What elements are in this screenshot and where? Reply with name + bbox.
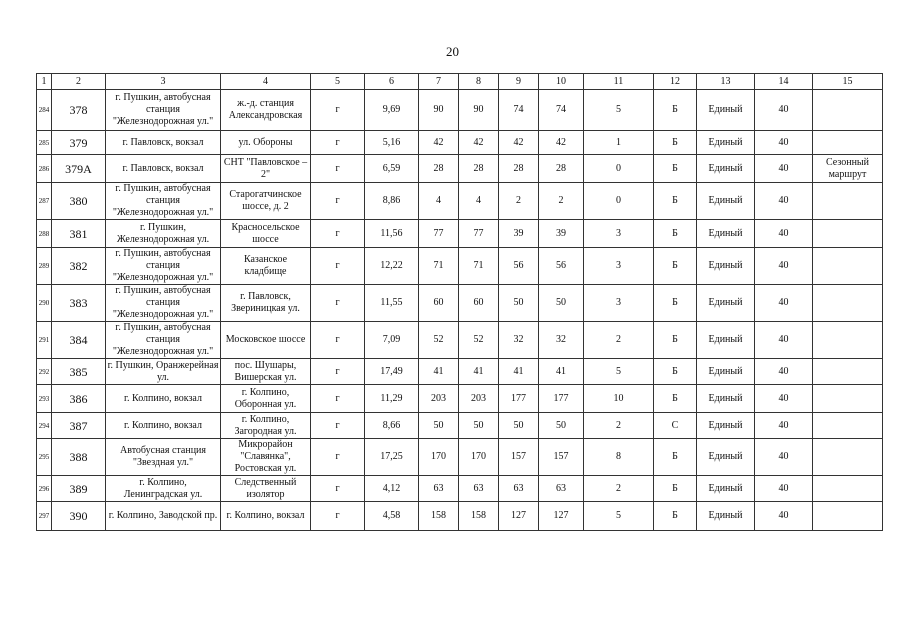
cell-col9: 39 <box>499 220 539 248</box>
route-length: 6,59 <box>365 155 419 183</box>
cell-col7: 71 <box>419 248 459 285</box>
cell-col9: 177 <box>499 385 539 413</box>
note <box>813 183 883 220</box>
vehicle-class: Б <box>654 322 697 359</box>
table-row <box>37 155 883 183</box>
vehicle-class: Б <box>654 285 697 322</box>
tariff: Единый <box>697 413 755 439</box>
route-length: 5,16 <box>365 131 419 155</box>
route-type: г <box>311 439 365 476</box>
cell-col10: 50 <box>539 413 584 439</box>
note <box>813 359 883 385</box>
route-length: 11,55 <box>365 285 419 322</box>
route-start: г. Колпино, Ленинградская ул. <box>106 476 221 502</box>
route-type: г <box>311 322 365 359</box>
column-header: 12 <box>654 74 697 90</box>
table-row <box>37 90 883 131</box>
column-header: 14 <box>755 74 813 90</box>
cell-col8: 77 <box>459 220 499 248</box>
cell-col14: 40 <box>755 413 813 439</box>
row-index: 287 <box>37 183 52 220</box>
route-length: 9,69 <box>365 90 419 131</box>
routes-table <box>36 73 883 531</box>
route-end: Красносельское шоссе <box>221 220 311 248</box>
cell-col9: 74 <box>499 90 539 131</box>
route-end: г. Павловск, Звериницкая ул. <box>221 285 311 322</box>
note <box>813 322 883 359</box>
tariff: Единый <box>697 359 755 385</box>
route-type: г <box>311 385 365 413</box>
row-index: 297 <box>37 502 52 531</box>
route-start: г. Павловск, вокзал <box>106 131 221 155</box>
note <box>813 248 883 285</box>
header-row <box>37 74 883 90</box>
note <box>813 385 883 413</box>
cell-col14: 40 <box>755 439 813 476</box>
column-header: 11 <box>584 74 654 90</box>
cell-col8: 52 <box>459 322 499 359</box>
column-header: 9 <box>499 74 539 90</box>
route-type: г <box>311 131 365 155</box>
route-type: г <box>311 285 365 322</box>
route-length: 17,25 <box>365 439 419 476</box>
cell-col8: 41 <box>459 359 499 385</box>
row-index: 293 <box>37 385 52 413</box>
route-type: г <box>311 476 365 502</box>
row-index: 286 <box>37 155 52 183</box>
route-end: пос. Шушары, Вишерская ул. <box>221 359 311 385</box>
route-number: 387 <box>52 413 106 439</box>
cell-col11: 0 <box>584 155 654 183</box>
route-length: 7,09 <box>365 322 419 359</box>
route-end: Московское шоссе <box>221 322 311 359</box>
route-number: 383 <box>52 285 106 322</box>
cell-col7: 28 <box>419 155 459 183</box>
route-end: ул. Обороны <box>221 131 311 155</box>
route-number: 381 <box>52 220 106 248</box>
column-header: 1 <box>37 74 52 90</box>
route-start: г. Пушкин, автобусная станция "Железнодорожная ул." <box>106 90 221 131</box>
cell-col10: 41 <box>539 359 584 385</box>
note <box>813 90 883 131</box>
cell-col14: 40 <box>755 183 813 220</box>
cell-col11: 10 <box>584 385 654 413</box>
route-start: г. Павловск, вокзал <box>106 155 221 183</box>
cell-col10: 63 <box>539 476 584 502</box>
cell-col14: 40 <box>755 359 813 385</box>
column-header: 3 <box>106 74 221 90</box>
column-header: 7 <box>419 74 459 90</box>
vehicle-class: С <box>654 413 697 439</box>
cell-col9: 28 <box>499 155 539 183</box>
cell-col14: 40 <box>755 385 813 413</box>
cell-col7: 60 <box>419 285 459 322</box>
route-number: 382 <box>52 248 106 285</box>
tariff: Единый <box>697 439 755 476</box>
cell-col7: 50 <box>419 413 459 439</box>
route-number: 378 <box>52 90 106 131</box>
cell-col10: 42 <box>539 131 584 155</box>
cell-col7: 158 <box>419 502 459 531</box>
route-length: 17,49 <box>365 359 419 385</box>
column-header: 4 <box>221 74 311 90</box>
vehicle-class: Б <box>654 502 697 531</box>
cell-col11: 3 <box>584 248 654 285</box>
cell-col9: 32 <box>499 322 539 359</box>
route-start: г. Пушкин, Железнодорожная ул. <box>106 220 221 248</box>
cell-col11: 5 <box>584 359 654 385</box>
route-start: г. Колпино, вокзал <box>106 385 221 413</box>
route-type: г <box>311 502 365 531</box>
row-index: 288 <box>37 220 52 248</box>
cell-col10: 2 <box>539 183 584 220</box>
table-row <box>37 413 883 439</box>
cell-col10: 157 <box>539 439 584 476</box>
route-length: 8,66 <box>365 413 419 439</box>
note <box>813 220 883 248</box>
vehicle-class: Б <box>654 90 697 131</box>
cell-col10: 177 <box>539 385 584 413</box>
cell-col7: 41 <box>419 359 459 385</box>
cell-col10: 28 <box>539 155 584 183</box>
row-index: 296 <box>37 476 52 502</box>
cell-col8: 71 <box>459 248 499 285</box>
route-length: 8,86 <box>365 183 419 220</box>
row-index: 292 <box>37 359 52 385</box>
vehicle-class: Б <box>654 220 697 248</box>
table-row <box>37 248 883 285</box>
tariff: Единый <box>697 385 755 413</box>
table-row <box>37 502 883 531</box>
cell-col8: 28 <box>459 155 499 183</box>
row-index: 291 <box>37 322 52 359</box>
table-row <box>37 183 883 220</box>
cell-col9: 127 <box>499 502 539 531</box>
tariff: Единый <box>697 90 755 131</box>
cell-col11: 2 <box>584 413 654 439</box>
cell-col11: 3 <box>584 285 654 322</box>
cell-col9: 50 <box>499 413 539 439</box>
vehicle-class: Б <box>654 476 697 502</box>
route-start: г. Пушкин, автобусная станция "Железнодорожная ул." <box>106 248 221 285</box>
cell-col11: 3 <box>584 220 654 248</box>
cell-col14: 40 <box>755 220 813 248</box>
cell-col9: 41 <box>499 359 539 385</box>
cell-col7: 42 <box>419 131 459 155</box>
cell-col10: 127 <box>539 502 584 531</box>
route-length: 11,56 <box>365 220 419 248</box>
cell-col7: 4 <box>419 183 459 220</box>
column-header: 8 <box>459 74 499 90</box>
cell-col9: 42 <box>499 131 539 155</box>
tariff: Единый <box>697 155 755 183</box>
route-number: 379А <box>52 155 106 183</box>
table-row <box>37 476 883 502</box>
tariff: Единый <box>697 183 755 220</box>
tariff: Единый <box>697 502 755 531</box>
vehicle-class: Б <box>654 155 697 183</box>
cell-col14: 40 <box>755 322 813 359</box>
table-row <box>37 131 883 155</box>
cell-col8: 158 <box>459 502 499 531</box>
row-index: 295 <box>37 439 52 476</box>
cell-col8: 42 <box>459 131 499 155</box>
route-number: 389 <box>52 476 106 502</box>
route-type: г <box>311 183 365 220</box>
route-end: Старогатчинское шоссе, д. 2 <box>221 183 311 220</box>
cell-col8: 63 <box>459 476 499 502</box>
cell-col8: 4 <box>459 183 499 220</box>
cell-col7: 77 <box>419 220 459 248</box>
cell-col10: 74 <box>539 90 584 131</box>
cell-col11: 0 <box>584 183 654 220</box>
table-row <box>37 439 883 476</box>
note <box>813 413 883 439</box>
route-end: Казанское кладбище <box>221 248 311 285</box>
route-number: 385 <box>52 359 106 385</box>
cell-col10: 32 <box>539 322 584 359</box>
column-header: 10 <box>539 74 584 90</box>
route-type: г <box>311 155 365 183</box>
cell-col9: 56 <box>499 248 539 285</box>
cell-col9: 157 <box>499 439 539 476</box>
column-header: 13 <box>697 74 755 90</box>
vehicle-class: Б <box>654 248 697 285</box>
column-header: 2 <box>52 74 106 90</box>
row-index: 284 <box>37 90 52 131</box>
table-row <box>37 322 883 359</box>
row-index: 289 <box>37 248 52 285</box>
route-number: 390 <box>52 502 106 531</box>
cell-col7: 203 <box>419 385 459 413</box>
cell-col8: 90 <box>459 90 499 131</box>
cell-col9: 63 <box>499 476 539 502</box>
cell-col10: 39 <box>539 220 584 248</box>
route-end: Следственный изолятор <box>221 476 311 502</box>
row-index: 290 <box>37 285 52 322</box>
route-type: г <box>311 220 365 248</box>
route-end: г. Колпино, Оборонная ул. <box>221 385 311 413</box>
route-start: г. Колпино, вокзал <box>106 413 221 439</box>
vehicle-class: Б <box>654 439 697 476</box>
table-row <box>37 220 883 248</box>
cell-col14: 40 <box>755 90 813 131</box>
vehicle-class: Б <box>654 183 697 220</box>
route-end: Микрорайон "Славянка", Ростовская ул. <box>221 439 311 476</box>
tariff: Единый <box>697 248 755 285</box>
cell-col11: 5 <box>584 90 654 131</box>
route-number: 384 <box>52 322 106 359</box>
route-start: г. Колпино, Заводской пр. <box>106 502 221 531</box>
table-body <box>37 90 883 531</box>
route-end: СНТ "Павловское – 2" <box>221 155 311 183</box>
column-header: 5 <box>311 74 365 90</box>
route-end: ж.-д. станция Александровская <box>221 90 311 131</box>
vehicle-class: Б <box>654 131 697 155</box>
tariff: Единый <box>697 476 755 502</box>
vehicle-class: Б <box>654 385 697 413</box>
route-start: г. Пушкин, автобусная станция "Железнодорожная ул." <box>106 183 221 220</box>
route-length: 4,58 <box>365 502 419 531</box>
row-index: 294 <box>37 413 52 439</box>
cell-col11: 2 <box>584 322 654 359</box>
route-start: г. Пушкин, автобусная станция "Железнодорожная ул." <box>106 322 221 359</box>
cell-col8: 170 <box>459 439 499 476</box>
note <box>813 502 883 531</box>
route-number: 379 <box>52 131 106 155</box>
route-start: Автобусная станция "Звездная ул." <box>106 439 221 476</box>
cell-col9: 50 <box>499 285 539 322</box>
cell-col7: 63 <box>419 476 459 502</box>
cell-col11: 1 <box>584 131 654 155</box>
cell-col14: 40 <box>755 131 813 155</box>
table-row <box>37 385 883 413</box>
tariff: Единый <box>697 131 755 155</box>
route-end: г. Колпино, Загородная ул. <box>221 413 311 439</box>
tariff: Единый <box>697 322 755 359</box>
route-start: г. Пушкин, автобусная станция "Железнодорожная ул." <box>106 285 221 322</box>
route-end: г. Колпино, вокзал <box>221 502 311 531</box>
route-number: 388 <box>52 439 106 476</box>
row-index: 285 <box>37 131 52 155</box>
cell-col7: 90 <box>419 90 459 131</box>
column-header: 15 <box>813 74 883 90</box>
route-type: г <box>311 90 365 131</box>
route-length: 4,12 <box>365 476 419 502</box>
cell-col8: 50 <box>459 413 499 439</box>
route-type: г <box>311 248 365 285</box>
cell-col8: 203 <box>459 385 499 413</box>
cell-col14: 40 <box>755 502 813 531</box>
cell-col7: 170 <box>419 439 459 476</box>
route-length: 12,22 <box>365 248 419 285</box>
route-type: г <box>311 359 365 385</box>
route-start: г. Пушкин, Оранжерейная ул. <box>106 359 221 385</box>
cell-col11: 8 <box>584 439 654 476</box>
table-row <box>37 359 883 385</box>
route-length: 11,29 <box>365 385 419 413</box>
note <box>813 285 883 322</box>
cell-col14: 40 <box>755 155 813 183</box>
cell-col11: 2 <box>584 476 654 502</box>
cell-col10: 56 <box>539 248 584 285</box>
table-row <box>37 285 883 322</box>
route-type: г <box>311 413 365 439</box>
vehicle-class: Б <box>654 359 697 385</box>
note <box>813 131 883 155</box>
route-number: 380 <box>52 183 106 220</box>
column-header: 6 <box>365 74 419 90</box>
cell-col14: 40 <box>755 248 813 285</box>
cell-col14: 40 <box>755 476 813 502</box>
note: Сезонный маршрут <box>813 155 883 183</box>
note <box>813 476 883 502</box>
cell-col14: 40 <box>755 285 813 322</box>
cell-col8: 60 <box>459 285 499 322</box>
cell-col7: 52 <box>419 322 459 359</box>
tariff: Единый <box>697 285 755 322</box>
cell-col10: 50 <box>539 285 584 322</box>
cell-col11: 5 <box>584 502 654 531</box>
note <box>813 439 883 476</box>
page-number: 20 <box>446 44 459 59</box>
cell-col9: 2 <box>499 183 539 220</box>
route-number: 386 <box>52 385 106 413</box>
tariff: Единый <box>697 220 755 248</box>
